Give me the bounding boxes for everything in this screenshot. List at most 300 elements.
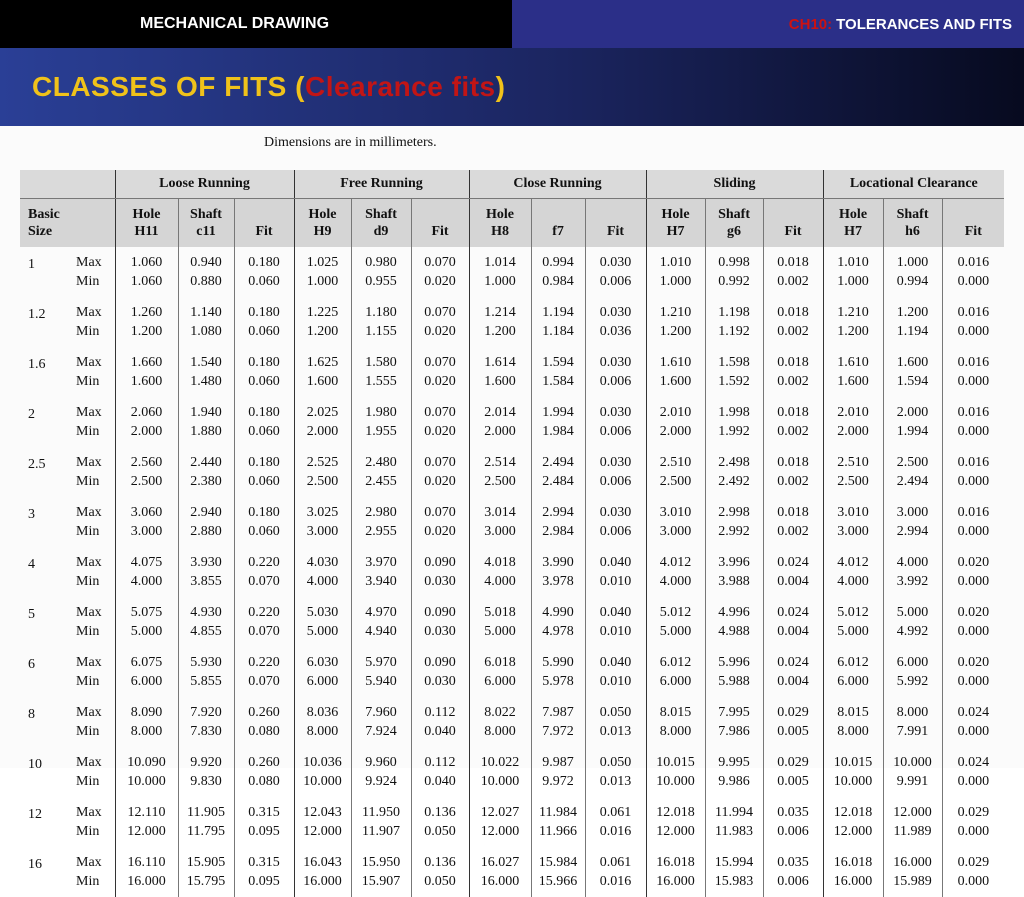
max-value: 10.022: [480, 755, 520, 770]
max-value: 0.112: [424, 705, 456, 720]
min-label: Min: [76, 374, 100, 389]
value-cell: [942, 597, 1004, 647]
min-value: 0.060: [248, 474, 280, 489]
value-cell: [115, 597, 178, 647]
max-value: 1.540: [190, 355, 222, 370]
value-cell: [585, 747, 646, 797]
min-label: Min: [76, 774, 100, 789]
max-value: 7.987: [542, 705, 574, 720]
min-value: 0.080: [248, 774, 280, 789]
min-value: 0.070: [248, 624, 280, 639]
group-close-running: Close Running: [469, 170, 646, 199]
min-value: 2.484: [542, 474, 574, 489]
value-cell: [763, 647, 823, 697]
min-value: 16.000: [656, 874, 695, 889]
column-header: [531, 199, 585, 248]
max-value: 0.016: [957, 255, 990, 270]
min-label: Min: [76, 824, 100, 839]
max-value: 1.194: [542, 305, 574, 320]
max-value: 0.070: [424, 455, 456, 470]
min-value: 5.992: [896, 674, 929, 689]
min-value: 15.966: [538, 874, 578, 889]
value-cell: [531, 847, 585, 897]
min-value: 11.983: [715, 824, 754, 839]
value-cell: [823, 297, 883, 347]
value-cell: [531, 247, 585, 297]
max-value: 12.018: [656, 805, 695, 820]
max-value: 2.560: [130, 455, 163, 470]
max-value: 9.987: [542, 755, 574, 770]
max-value: 0.018: [777, 305, 809, 320]
min-label: Min: [76, 874, 100, 889]
min-value: 1.060: [130, 274, 163, 289]
max-value: 1.180: [365, 305, 397, 320]
min-value: 9.924: [365, 774, 397, 789]
value-cell: [115, 347, 178, 397]
value-cell: [942, 647, 1004, 697]
min-value: 16.000: [303, 874, 342, 889]
max-value: 16.110: [127, 855, 166, 870]
top-header-bar: [0, 0, 1024, 48]
value-cell: [531, 647, 585, 697]
column-header-row: [20, 199, 1004, 248]
min-value: 0.994: [896, 274, 929, 289]
group-header-blank: [20, 170, 115, 199]
column-header-bottom: Fit: [255, 224, 273, 239]
max-value: 0.070: [424, 305, 456, 320]
column-header-top: Hole: [132, 207, 161, 222]
min-value: 0.984: [542, 274, 574, 289]
value-cell: [469, 297, 531, 347]
min-value: 2.880: [190, 524, 222, 539]
max-value: 0.016: [957, 405, 990, 420]
value-cell: [531, 297, 585, 347]
chapter-heading: [512, 0, 1024, 48]
max-value: 8.000: [896, 705, 929, 720]
max-value: 1.210: [659, 305, 692, 320]
min-value: 4.000: [306, 574, 339, 589]
max-value: 1.998: [718, 405, 750, 420]
max-value: 0.980: [365, 255, 397, 270]
max-value: 0.030: [599, 255, 632, 270]
min-value: 7.986: [718, 724, 750, 739]
min-value: 1.984: [542, 424, 574, 439]
max-value: 4.970: [365, 605, 397, 620]
basic-size-cell: 2.5: [28, 457, 46, 472]
min-value: 12.000: [656, 824, 695, 839]
value-cell: [942, 747, 1004, 797]
max-value: 16.000: [893, 855, 932, 870]
max-value: 0.940: [190, 255, 222, 270]
min-value: 1.600: [659, 374, 692, 389]
value-cell: [234, 647, 294, 697]
min-value: 1.592: [718, 374, 750, 389]
max-label: Max: [76, 405, 102, 420]
value-cell: [294, 397, 351, 447]
value-cell: [469, 697, 531, 747]
max-value: 0.029: [777, 705, 809, 720]
value-cell: [294, 447, 351, 497]
value-cell: [234, 547, 294, 597]
value-cell: [585, 297, 646, 347]
value-cell: [646, 747, 705, 797]
value-cell: [531, 497, 585, 547]
value-cell: [883, 597, 942, 647]
min-value: 2.994: [896, 524, 929, 539]
slide-title-close: ): [495, 71, 506, 102]
fit-group-header-row: [20, 170, 1004, 199]
min-value: 2.500: [484, 474, 516, 489]
column-header: [411, 199, 469, 248]
min-value: 4.000: [130, 574, 163, 589]
min-value: 2.455: [365, 474, 397, 489]
max-value: 0.030: [599, 455, 632, 470]
min-value: 1.155: [365, 324, 397, 339]
min-value: 4.000: [484, 574, 516, 589]
value-cell: [823, 797, 883, 847]
value-cell: [411, 597, 469, 647]
min-value: 0.004: [777, 674, 809, 689]
max-value: 0.090: [424, 655, 456, 670]
value-cell: [294, 647, 351, 697]
min-value: 4.000: [659, 574, 692, 589]
value-cell: [531, 597, 585, 647]
value-cell: [823, 847, 883, 897]
column-header-top: Hole: [661, 207, 690, 222]
min-value: 0.020: [424, 424, 456, 439]
max-value: 1.660: [130, 355, 163, 370]
min-value: 11.907: [362, 824, 400, 839]
min-value: 12.000: [833, 824, 873, 839]
min-value: 4.978: [542, 624, 574, 639]
value-cell: [351, 747, 411, 797]
value-cell: [294, 597, 351, 647]
basic-size-header-line1: Basic: [28, 207, 60, 222]
column-header-bottom: H11: [134, 224, 159, 239]
value-cell: [411, 397, 469, 447]
min-value: 0.002: [777, 424, 809, 439]
max-value: 1.198: [718, 305, 750, 320]
slide-title-accent: Clearance fits: [304, 71, 496, 102]
max-value: 3.010: [837, 505, 869, 520]
max-value: 5.996: [718, 655, 750, 670]
max-value: 16.043: [303, 855, 342, 870]
basic-size-cell: 2: [28, 407, 35, 422]
min-value: 0.000: [957, 824, 990, 839]
value-cell: [883, 797, 942, 847]
table-row: [20, 247, 1004, 297]
min-value: 0.000: [957, 524, 990, 539]
max-value: 2.498: [718, 455, 750, 470]
max-value: 8.036: [306, 705, 339, 720]
max-value: 2.025: [306, 405, 339, 420]
min-value: 4.988: [718, 624, 750, 639]
value-cell: [705, 297, 763, 347]
column-header: [469, 199, 531, 248]
basic-size-cell: 5: [28, 607, 35, 622]
value-cell: [115, 297, 178, 347]
value-cell: [531, 797, 585, 847]
max-min-label-cell: [70, 547, 115, 597]
min-value: 6.000: [130, 674, 163, 689]
table-row: [20, 847, 1004, 897]
basic-size-cell: 12: [28, 807, 42, 822]
value-cell: [705, 797, 763, 847]
max-value: 4.075: [130, 555, 163, 570]
min-value: 0.000: [957, 424, 990, 439]
value-cell: [178, 847, 234, 897]
max-value: 3.025: [306, 505, 339, 520]
max-value: 1.625: [306, 355, 339, 370]
min-value: 1.600: [306, 374, 339, 389]
max-value: 1.260: [130, 305, 163, 320]
min-value: 0.060: [248, 274, 280, 289]
min-value: 1.200: [306, 324, 339, 339]
value-cell: [234, 797, 294, 847]
value-cell: [823, 347, 883, 397]
value-cell: [823, 647, 883, 697]
min-value: 8.000: [306, 724, 339, 739]
min-value: 5.000: [306, 624, 339, 639]
max-value: 2.980: [365, 505, 397, 520]
column-header: [585, 199, 646, 248]
min-value: 0.992: [718, 274, 750, 289]
min-value: 0.095: [248, 874, 280, 889]
max-value: 6.012: [837, 655, 869, 670]
min-value: 6.000: [484, 674, 516, 689]
value-cell: [646, 647, 705, 697]
column-header-top: Hole: [839, 207, 868, 222]
table-row: [20, 747, 1004, 797]
min-value: 7.991: [896, 724, 929, 739]
min-value: 0.000: [957, 374, 990, 389]
dimensions-note: Dimensions are in millimeters.: [264, 135, 437, 150]
min-value: 1.555: [365, 374, 397, 389]
max-value: 2.014: [484, 405, 516, 420]
fits-table-body: [20, 247, 1004, 897]
value-cell: [351, 397, 411, 447]
min-value: 0.000: [957, 674, 990, 689]
value-cell: [942, 297, 1004, 347]
max-value: 11.984: [539, 805, 578, 820]
max-value: 2.010: [659, 405, 692, 420]
max-label: Max: [76, 755, 102, 770]
min-value: 1.194: [896, 324, 929, 339]
max-value: 0.998: [718, 255, 750, 270]
max-value: 1.010: [837, 255, 869, 270]
max-value: 4.030: [306, 555, 339, 570]
min-value: 3.000: [130, 524, 163, 539]
min-value: 0.020: [424, 374, 456, 389]
value-cell: [234, 397, 294, 447]
min-value: 1.000: [659, 274, 692, 289]
max-value: 0.136: [424, 855, 456, 870]
min-value: 5.000: [484, 624, 516, 639]
column-header: [234, 199, 294, 248]
value-cell: [531, 747, 585, 797]
min-label: Min: [76, 474, 100, 489]
max-value: 0.994: [542, 255, 574, 270]
max-value: 10.036: [303, 755, 342, 770]
min-value: 0.040: [424, 774, 456, 789]
min-value: 11.795: [187, 824, 225, 839]
max-value: 1.610: [659, 355, 692, 370]
min-value: 4.000: [837, 574, 869, 589]
max-value: 0.061: [599, 855, 632, 870]
max-value: 3.010: [659, 505, 692, 520]
value-cell: [763, 697, 823, 747]
max-value: 1.200: [896, 305, 929, 320]
min-value: 0.000: [957, 874, 990, 889]
max-value: 5.970: [365, 655, 397, 670]
value-cell: [646, 847, 705, 897]
max-value: 12.110: [127, 805, 166, 820]
value-cell: [411, 647, 469, 697]
min-value: 0.010: [599, 624, 632, 639]
value-cell: [411, 347, 469, 397]
max-value: 0.220: [248, 655, 280, 670]
min-value: 0.004: [777, 624, 809, 639]
max-value: 6.018: [484, 655, 516, 670]
value-cell: [351, 347, 411, 397]
max-value: 7.995: [718, 705, 750, 720]
max-value: 0.016: [957, 505, 990, 520]
value-cell: [942, 247, 1004, 297]
value-cell: [411, 797, 469, 847]
value-cell: [585, 547, 646, 597]
min-value: 0.006: [599, 424, 632, 439]
column-header-bottom: Fit: [784, 224, 802, 239]
value-cell: [823, 597, 883, 647]
value-cell: [942, 447, 1004, 497]
min-value: 0.080: [248, 724, 280, 739]
min-value: 0.000: [957, 274, 990, 289]
max-min-label-cell: [70, 347, 115, 397]
column-header-bottom: f7: [552, 224, 564, 239]
max-value: 0.016: [957, 355, 990, 370]
max-value: 0.180: [248, 255, 280, 270]
min-label: Min: [76, 274, 100, 289]
max-value: 3.060: [130, 505, 163, 520]
min-value: 1.080: [190, 324, 222, 339]
max-value: 5.990: [542, 655, 574, 670]
max-value: 6.030: [306, 655, 339, 670]
value-cell: [351, 697, 411, 747]
value-cell: [351, 497, 411, 547]
column-header: [942, 199, 1004, 248]
column-header: [763, 199, 823, 248]
max-value: 0.018: [777, 455, 809, 470]
value-cell: [823, 447, 883, 497]
min-value: 0.002: [777, 524, 809, 539]
max-value: 0.035: [777, 855, 809, 870]
min-label: Min: [76, 524, 100, 539]
min-value: 0.000: [957, 724, 990, 739]
value-cell: [411, 447, 469, 497]
min-value: 0.020: [424, 524, 456, 539]
value-cell: [646, 297, 705, 347]
max-label: Max: [76, 455, 102, 470]
value-cell: [705, 847, 763, 897]
max-value: 0.029: [957, 805, 990, 820]
max-value: 15.905: [186, 855, 226, 870]
value-cell: [469, 447, 531, 497]
value-cell: [763, 747, 823, 797]
value-cell: [585, 697, 646, 747]
value-cell: [531, 697, 585, 747]
max-value: 16.027: [480, 855, 520, 870]
min-value: 1.600: [484, 374, 516, 389]
max-min-label-cell: [70, 697, 115, 747]
max-value: 2.500: [896, 455, 929, 470]
min-value: 0.060: [248, 324, 280, 339]
max-value: 0.070: [424, 405, 456, 420]
column-header-top: Shaft: [365, 207, 397, 222]
max-value: 0.260: [248, 755, 280, 770]
group-sliding: Sliding: [646, 170, 823, 199]
max-value: 2.940: [190, 505, 222, 520]
max-value: 1.210: [837, 305, 869, 320]
max-value: 1.060: [130, 255, 163, 270]
fits-table-scan: [0, 126, 1024, 889]
min-value: 5.988: [718, 674, 750, 689]
max-value: 1.010: [659, 255, 692, 270]
min-value: 3.992: [896, 574, 929, 589]
basic-size-cell: 8: [28, 707, 35, 722]
basic-size-cell: 10: [28, 757, 42, 772]
value-cell: [178, 647, 234, 697]
max-label: Max: [76, 555, 102, 570]
value-cell: [469, 797, 531, 847]
min-value: 9.986: [718, 774, 750, 789]
max-value: 0.018: [777, 505, 809, 520]
min-value: 0.000: [957, 324, 990, 339]
value-cell: [115, 547, 178, 597]
max-value: 0.029: [777, 755, 809, 770]
value-cell: [531, 347, 585, 397]
min-value: 0.013: [599, 774, 632, 789]
min-value: 10.000: [480, 774, 520, 789]
value-cell: [705, 597, 763, 647]
value-cell: [469, 847, 531, 897]
min-value: 0.002: [777, 474, 809, 489]
min-value: 0.060: [248, 374, 280, 389]
max-min-header: [70, 199, 115, 248]
max-value: 12.027: [480, 805, 520, 820]
min-value: 2.992: [718, 524, 750, 539]
max-value: 0.050: [599, 705, 632, 720]
min-value: 0.050: [424, 824, 456, 839]
min-value: 0.006: [777, 874, 809, 889]
max-value: 0.136: [424, 805, 456, 820]
max-value: 0.018: [777, 405, 809, 420]
value-cell: [585, 247, 646, 297]
value-cell: [646, 597, 705, 647]
value-cell: [115, 697, 178, 747]
value-cell: [351, 597, 411, 647]
min-value: 0.020: [424, 474, 456, 489]
max-value: 0.180: [248, 505, 280, 520]
value-cell: [178, 797, 234, 847]
max-value: 1.140: [190, 305, 222, 320]
max-value: 11.994: [715, 805, 754, 820]
max-value: 8.015: [659, 705, 692, 720]
max-value: 9.960: [365, 755, 397, 770]
min-value: 1.192: [718, 324, 750, 339]
value-cell: [823, 397, 883, 447]
value-cell: [411, 247, 469, 297]
min-value: 10.000: [127, 774, 166, 789]
